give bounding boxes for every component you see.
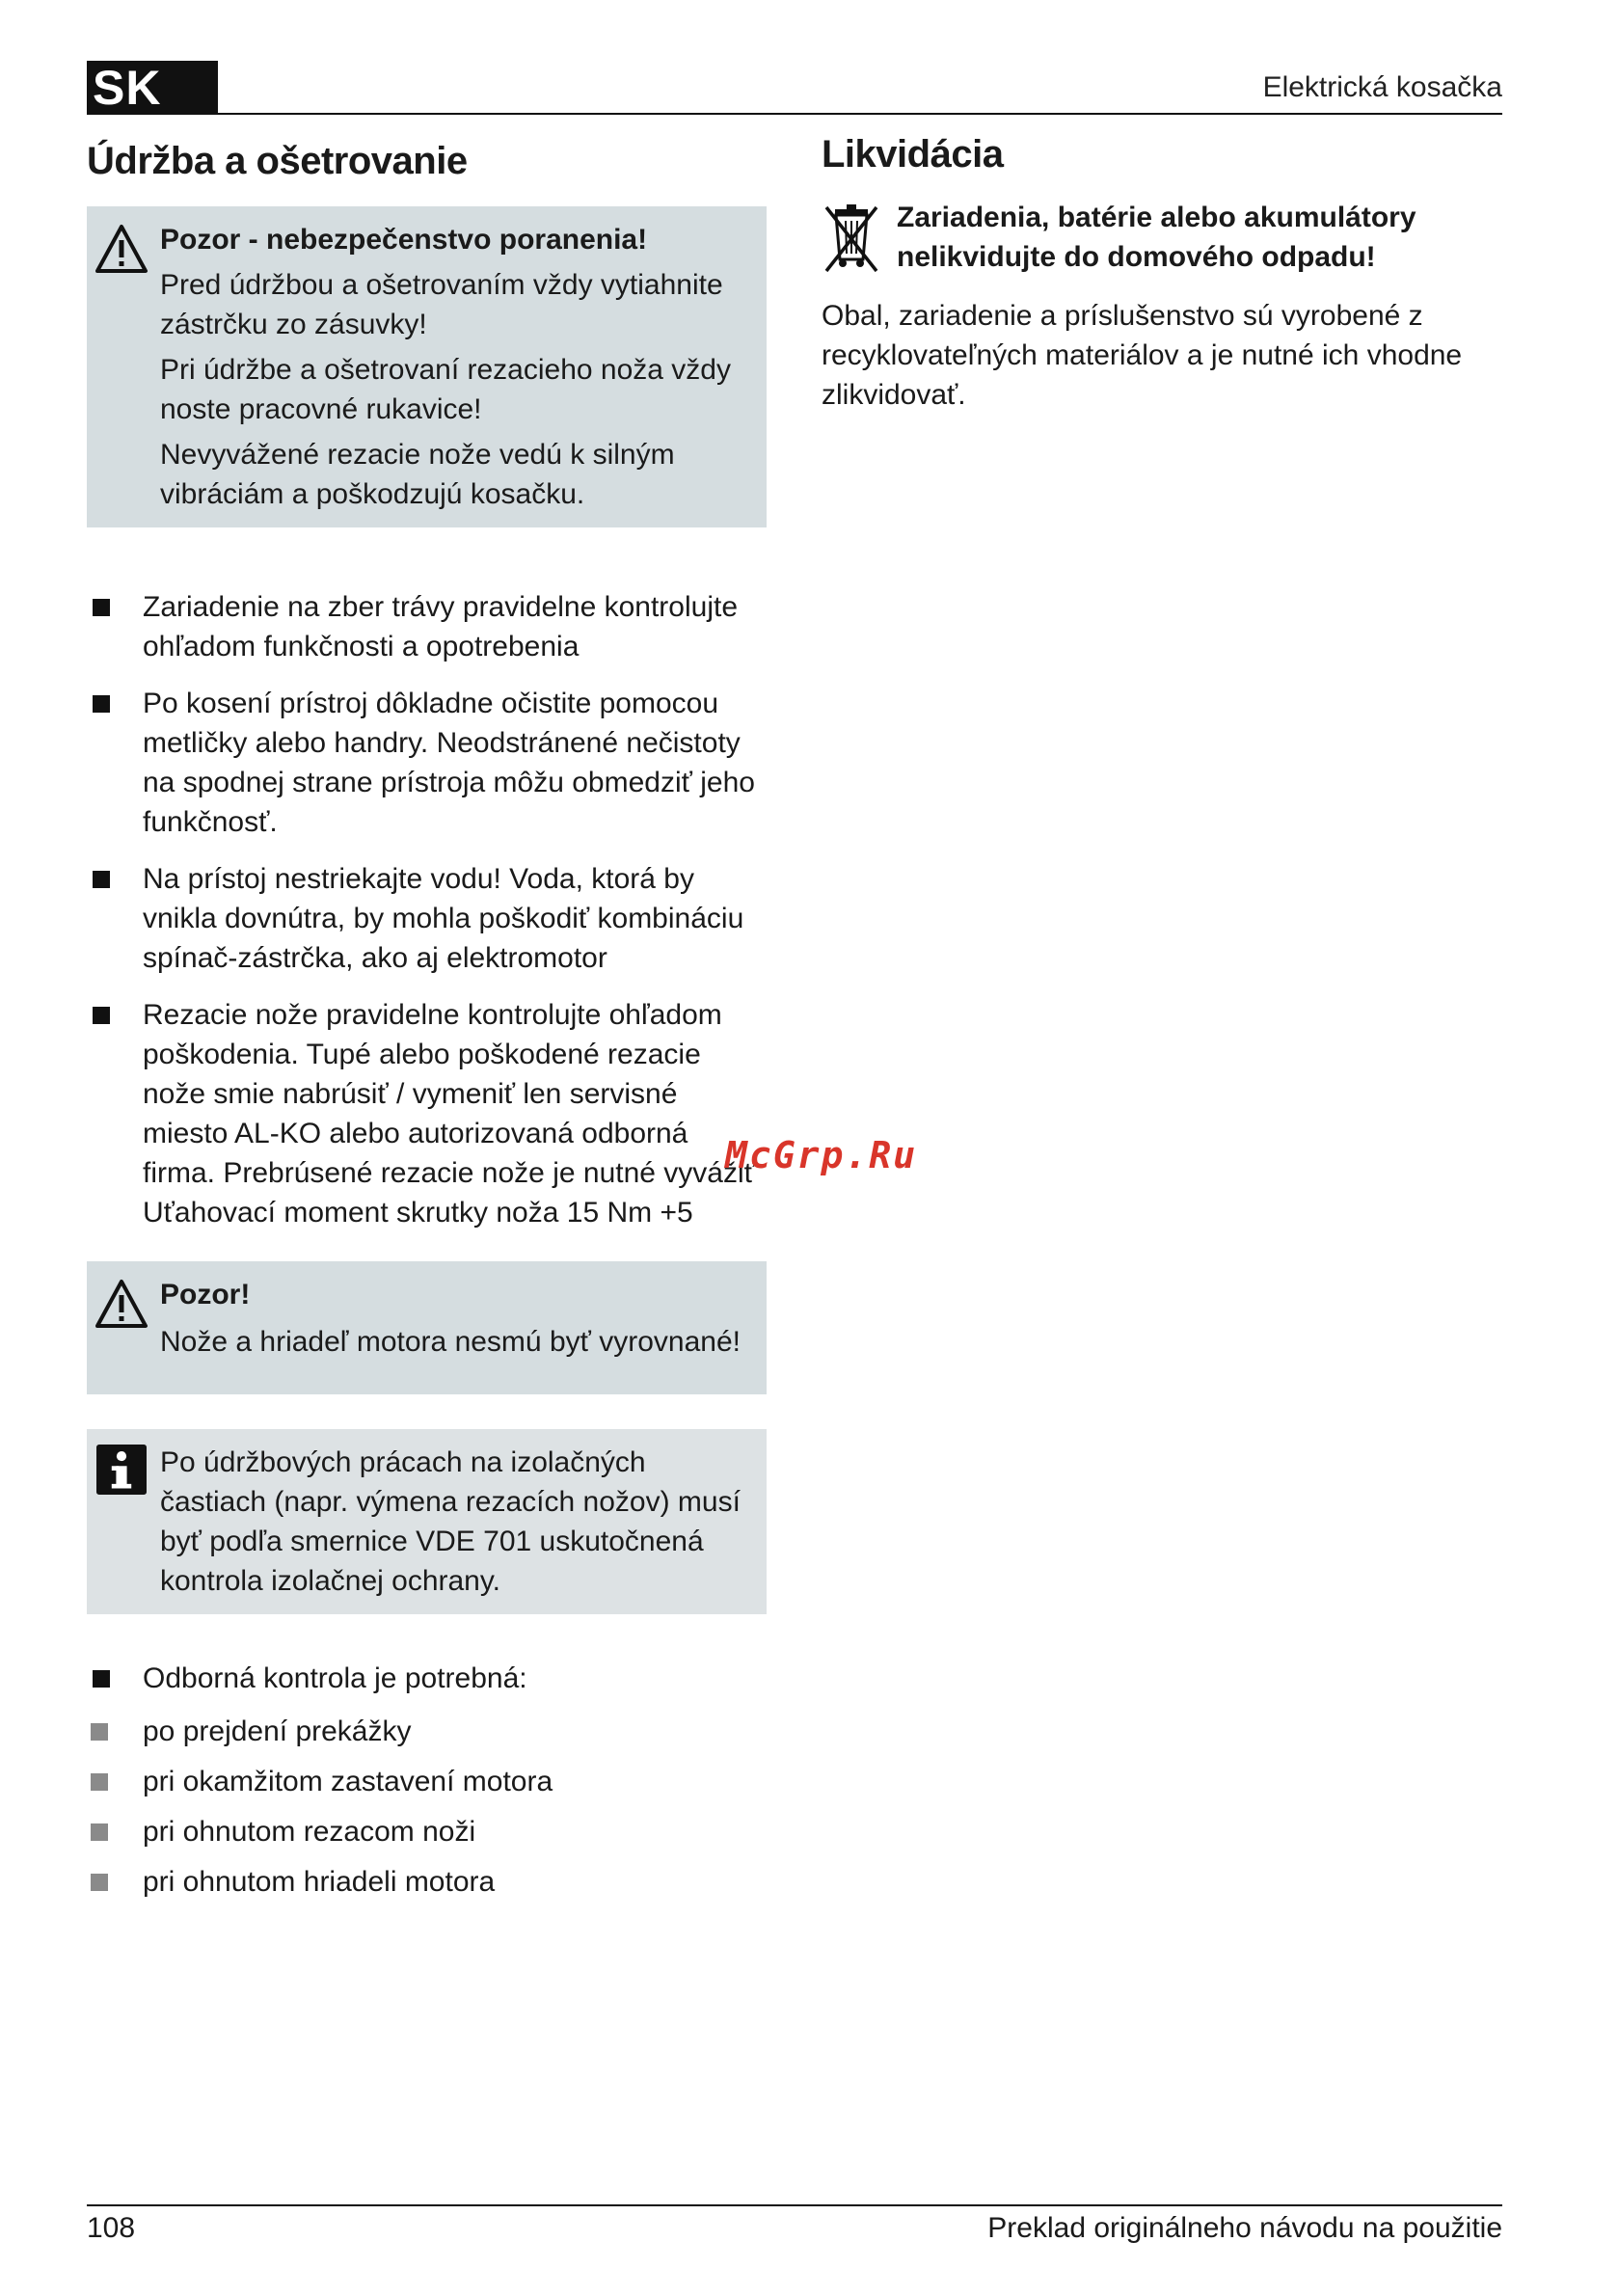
language-badge: SK: [87, 61, 218, 115]
disposal-section: [822, 133, 1477, 415]
sub-list-item: pri ohnutom rezacom noži: [87, 1812, 767, 1851]
info-text: Po údržbových prácach na izolačných častiach (napr. výmena rezacích nožov) musí byť podľa smernice VDE 701 uskutočnená kontrola izolačnej ochrany.: [160, 1446, 741, 1597]
sub-list-item: pri ohnutom hriadeli motora: [87, 1862, 767, 1902]
maintenance-section: [87, 140, 767, 1912]
maintenance-title: Údržba a ošetrovanie: [87, 140, 468, 182]
torque-spec: Uťahovací moment skrutky noža 15 Nm +5: [143, 1197, 693, 1229]
page-number: 108: [87, 2212, 136, 2244]
header-title: Elektrická kosačka: [1262, 71, 1502, 103]
sub-list-item: po prejdení prekážky: [87, 1712, 767, 1751]
caution-title: Pozor!: [160, 1279, 251, 1310]
footer-divider: [87, 2204, 1502, 2206]
info-box: [87, 1429, 767, 1614]
list-item-text: Rezacie nože pravidelne kontrolujte ohľadom poškodenia. Tupé alebo poškodené rezacie nože smie nabrúsiť / vymeniť len servisné miesto AL-KO alebo autorizovaná odborná firma. Prebrúsené rezacie nože je nutné vyvážiť: [143, 999, 755, 1189]
caution-text: Nože a hriadeľ motora nesmú byť vyrovnané!: [160, 1326, 741, 1358]
warning-triangle-icon: [94, 224, 148, 274]
inspection-heading: Odborná kontrola je potrebná:: [143, 1662, 527, 1694]
watermark: McGrp.Ru: [725, 1134, 918, 1176]
injury-warning-title: Pozor - nebezpečenstvo poranenia!: [160, 224, 648, 256]
injury-warning-box: [87, 206, 767, 527]
disposal-warning-row: [822, 198, 1477, 277]
header-divider: [218, 113, 1502, 115]
list-item: Po kosení prístroj dôkladne očistite pomocou metličky alebo handry. Neodstránené nečistoty na spodnej strane prístroja môžu obmedziť jeho funkčnosť.: [87, 684, 767, 842]
warning-paragraph: Pri údržbe a ošetrovaní rezacieho noža vždy noste pracovné rukavice!: [160, 354, 731, 425]
warning-paragraph: Nevyvážené rezacie nože vedú k silným vibráciám a poškodzujú kosačku.: [160, 439, 675, 510]
sub-list-item: pri okamžitom zastavení motora: [87, 1762, 767, 1801]
list-item: Na prístoj nestriekajte vodu! Voda, ktorá by vnikla dovnútra, by mohla poškodiť kombináciu spínač-zástrčka, ako aj elektromotor: [87, 859, 767, 978]
list-item: [87, 995, 767, 1232]
warning-paragraph: Pred údržbou a ošetrovaním vždy vytiahnite zástrčku zo zásuvky!: [160, 269, 723, 340]
info-icon: [96, 1445, 147, 1495]
disposal-title: Likvidácia: [822, 133, 1004, 176]
list-item: Zariadenie na zber trávy pravidelne kontrolujte ohľadom funkčnosti a opotrebenia: [87, 587, 767, 666]
disposal-text: Obal, zariadenie a príslušenstvo sú vyrobené z recyklovateľných materiálov a je nutné ich vhodne zlikvidovať.: [822, 300, 1463, 411]
disposal-warning: Zariadenia, batérie alebo akumulátory nelikvidujte do domového odpadu!: [897, 202, 1416, 273]
crossed-out-bin-icon: [822, 202, 881, 277]
maintenance-bullet-list: [87, 587, 767, 1232]
inspection-list: [87, 1659, 767, 1698]
warning-triangle-icon: [94, 1279, 148, 1329]
caution-box: [87, 1261, 767, 1394]
list-item: [87, 1659, 767, 1698]
footer-title: Preklad originálneho návodu na použitie: [987, 2212, 1502, 2244]
inspection-sub-list: [87, 1712, 767, 1902]
